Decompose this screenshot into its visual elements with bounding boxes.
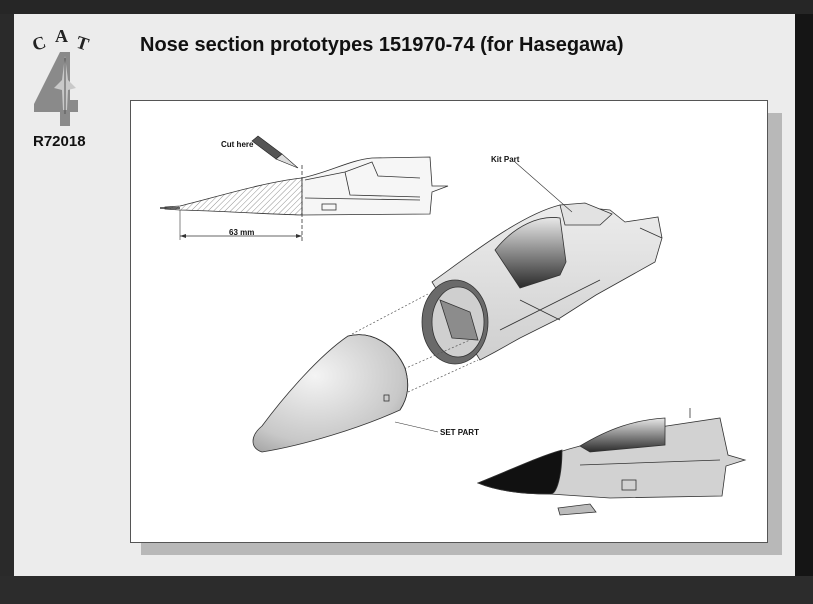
set-part-label: SET PART xyxy=(440,428,479,437)
product-code: R72018 xyxy=(33,133,86,150)
svg-text:C: C xyxy=(29,31,49,55)
cut-here-label: Cut here xyxy=(221,140,254,149)
assembled-side-view xyxy=(478,408,745,515)
set-part-nose-cone xyxy=(253,335,408,452)
kit-part-label: Kit Part xyxy=(491,155,520,164)
side-view-nose xyxy=(160,157,448,215)
knife-icon xyxy=(252,136,298,168)
svg-text:T: T xyxy=(73,31,92,55)
measurement-label: 63 mm xyxy=(229,228,255,237)
svg-text:A: A xyxy=(55,26,68,46)
kit-part-fuselage xyxy=(422,203,662,364)
page-title: Nose section prototypes 151970-74 (for Hasegawa) xyxy=(140,34,624,56)
